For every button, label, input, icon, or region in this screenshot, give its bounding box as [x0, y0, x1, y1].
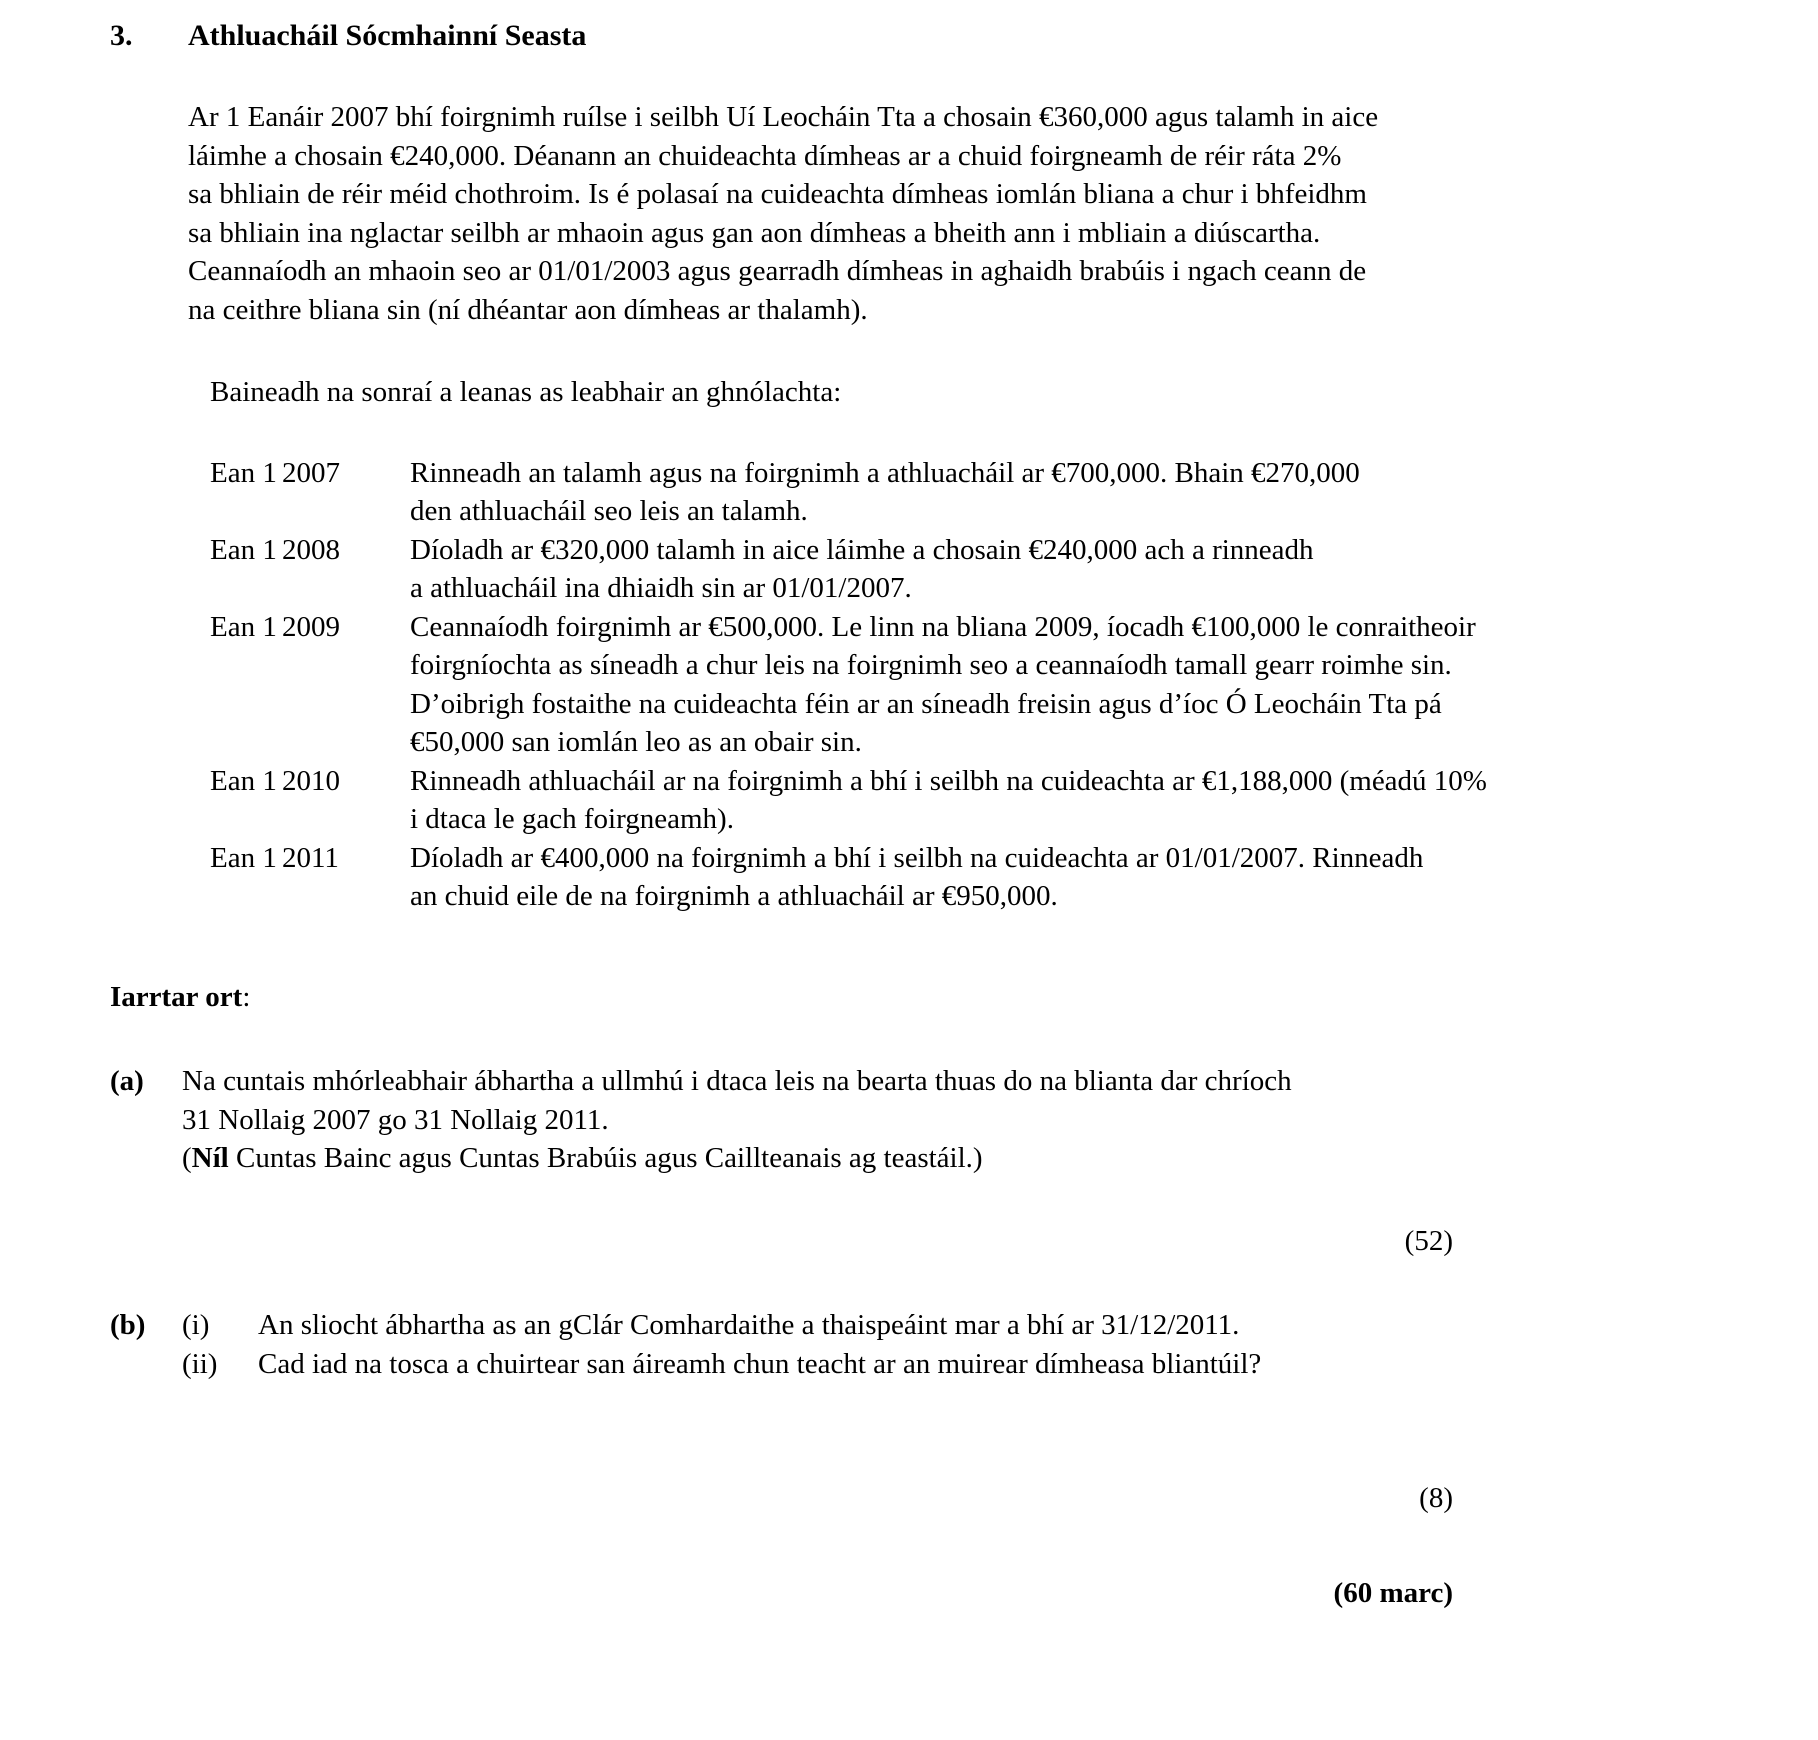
event-description-line: Ceannaíodh foirgnimh ar €500,000. Le linn na bliana 2009, íocadh €100,000 le conraitheoir: [410, 610, 1476, 643]
part-b-item: [182, 1345, 1518, 1384]
question-title: Athluacháil Sócmhainní Seasta: [188, 19, 587, 52]
event-date: [210, 762, 410, 801]
event-description: [410, 454, 1518, 531]
part-b-item-text: An sliocht ábhartha as an gClár Comhardaithe a thaispeáint mar a bhí ar 31/12/2011.: [258, 1309, 1240, 1341]
intro-paragraph: [188, 98, 1388, 329]
question-number: 3.: [110, 19, 133, 52]
required-heading-colon: :: [242, 980, 251, 1013]
event-date-day: Ean 1: [210, 841, 277, 874]
event-description-line: €50,000 san iomlán leo as an obair sin.: [410, 726, 862, 758]
intro-line-6: na ceithre bliana sin (ní dhéantar aon dímheas ar thalamh).: [188, 293, 868, 326]
events-list: [210, 454, 1518, 916]
part-b-body: [182, 1306, 1518, 1383]
part-a-line-1: Na cuntais mhórleabhair ábhartha a ullmhú i dtaca leis na bearta thuas do na blianta dar chríoch: [182, 1065, 1292, 1097]
event-row: [210, 839, 1518, 916]
intro-line-4: sa bhliain ina nglactar seilbh ar mhaoin agus gan aon dímheas a bheith ann i mbliain a diúscartha.: [188, 216, 1321, 249]
event-description-line: Rinneadh athluacháil ar na foirgnimh a bhí i seilbh na cuideachta ar €1,188,000 (méadú 10%: [410, 764, 1487, 797]
event-date: [210, 608, 410, 647]
event-row: [210, 762, 1518, 839]
event-description: [410, 839, 1518, 916]
event-row: [210, 454, 1518, 531]
event-row: [210, 531, 1518, 608]
part-a-line-3-rest: Cuntas Bainc agus Cuntas Brabúis agus Caillteanais ag teastáil.): [228, 1142, 983, 1174]
part-a-body: [182, 1062, 1518, 1178]
event-description: [410, 608, 1518, 762]
event-description-line: D’oibrigh fostaithe na cuideachta féin ar an síneadh freisin agus d’íoc Ó Leocháin Tta pá: [410, 687, 1442, 720]
event-date-year: 2011: [282, 841, 339, 874]
intro-line-5: Ceannaíodh an mhaoin seo ar 01/01/2003 agus gearradh dímheas in aghaidh brabúis i ngach ceann de: [188, 255, 1367, 287]
event-description: [410, 762, 1518, 839]
part-a-nil-bold: Níl: [191, 1142, 229, 1174]
event-description-line: Díoladh ar €320,000 talamh in aice láimhe a chosain €240,000 ach a rinneadh: [410, 533, 1314, 566]
event-date-year: 2009: [282, 610, 340, 643]
part-a-marks: (52): [1404, 1224, 1453, 1257]
part-a-line-2: 31 Nollaig 2007 go 31 Nollaig 2011.: [182, 1103, 609, 1136]
total-marks: (60 marc): [1333, 1576, 1453, 1609]
intro-line-1: Ar 1 Eanáir 2007 bhí foirgnimh ruílse i seilbh Uí Leocháin Tta a chosain €360,000 agus talamh in aice: [188, 101, 1379, 133]
data-source-note: Baineadh na sonraí a leanas as leabhair an ghnólachta:: [210, 376, 842, 408]
part-b: [110, 1306, 1518, 1383]
part-b-item-number: (i): [182, 1309, 210, 1341]
part-b-item-number: (ii): [182, 1347, 218, 1380]
event-date-year: 2010: [282, 764, 340, 797]
event-row: [210, 608, 1518, 762]
event-date: [210, 839, 410, 878]
part-a-paren-open: (: [182, 1142, 192, 1174]
event-description-line: foirgníochta as síneadh a chur leis na foirgnimh seo a ceannaíodh tamall gearr roimhe sin.: [410, 649, 1452, 681]
required-heading: [110, 978, 1518, 1017]
event-description-line: i dtaca le gach foirgneamh).: [410, 803, 734, 835]
event-description-line: a athluacháil ina dhiaidh sin ar 01/01/2007.: [410, 572, 912, 604]
part-b-item: [182, 1306, 1518, 1345]
intro-line-3: sa bhliain de réir méid chothroim. Is é polasaí na cuideachta dímheas iomlán bliana a chur i bhfeidhm: [188, 178, 1367, 210]
event-description: [410, 531, 1518, 608]
intro-line-2: láimhe a chosain €240,000. Déanann an chuideachta dímheas ar a chuid foirgneamh de réir ráta 2%: [188, 139, 1342, 172]
event-date-day: Ean 1: [210, 456, 277, 489]
event-date-day: Ean 1: [210, 764, 277, 797]
event-description-line: an chuid eile de na foirgnimh a athluacháil ar €950,000.: [410, 880, 1058, 912]
part-a-line-3: [182, 1139, 1518, 1178]
event-date: [210, 454, 410, 493]
question-heading: [110, 18, 1518, 54]
part-a-letter: (a): [110, 1065, 144, 1097]
part-a: [110, 1062, 1518, 1178]
question-body: [188, 98, 1518, 916]
event-description-line: den athluacháil seo leis an talamh.: [410, 495, 808, 527]
part-b-letter: (b): [110, 1309, 146, 1341]
part-b-item-text: Cad iad na tosca a chuirtear san áireamh chun teacht ar an muirear dímheasa bliantúil?: [258, 1347, 1262, 1380]
event-date-day: Ean 1: [210, 533, 277, 566]
part-b-marks: (8): [1419, 1482, 1453, 1514]
required-heading-bold: Iarrtar ort: [110, 980, 243, 1013]
event-date-year: 2008: [282, 533, 340, 566]
event-description-line: Díoladh ar €400,000 na foirgnimh a bhí i seilbh na cuideachta ar 01/01/2007. Rinneadh: [410, 841, 1424, 874]
event-date-day: Ean 1: [210, 610, 277, 643]
event-description-line: Rinneadh an talamh agus na foirgnimh a athluacháil ar €700,000. Bhain €270,000: [410, 456, 1360, 489]
event-date-year: 2007: [282, 456, 340, 489]
event-date: [210, 531, 410, 570]
